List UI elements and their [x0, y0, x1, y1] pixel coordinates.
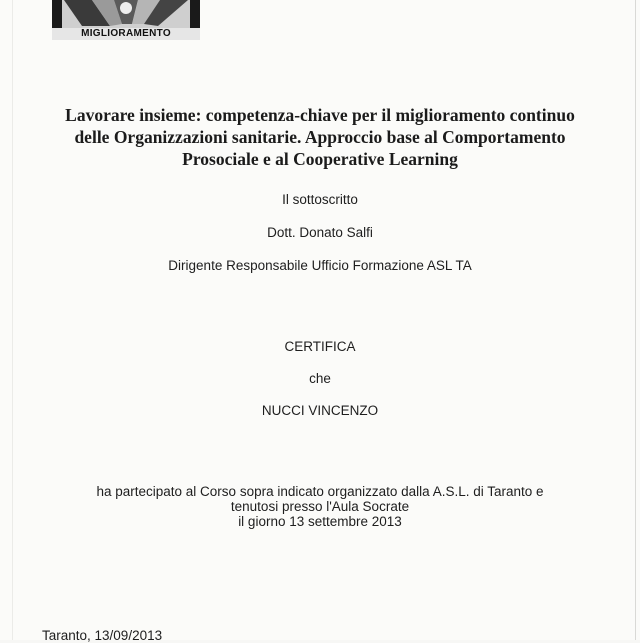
signatory-role: Dirigente Responsabile Ufficio Formazione ASL TA	[168, 258, 472, 273]
course-title-line-3: Prosociale e al Cooperative Learning	[182, 149, 458, 169]
statement-line-1: ha partecipato al Corso sopra indicato organizzato dalla A.S.L. di Taranto e	[96, 484, 544, 499]
course-title-line-2: delle Organizzazioni sanitarie. Approccio base al Comportamento	[74, 127, 566, 147]
logo-text: MIGLIORAMENTO	[81, 28, 171, 39]
place-date: Taranto, 13/09/2013	[42, 628, 163, 643]
statement-line-2: tenutosi presso l'Aula Socrate	[230, 499, 410, 514]
page-edge-left	[12, 0, 13, 640]
statement-line-3: il giorno 13 settembre 2013	[238, 514, 402, 529]
certifies-heading: CERTIFICA	[284, 339, 356, 354]
signatory-name: Dott. Donato Salfi	[267, 225, 373, 240]
logo	[52, 0, 200, 40]
page-edge-right	[635, 0, 636, 640]
course-title	[30, 104, 610, 170]
participant-name: NUCCI VINCENZO	[261, 403, 379, 418]
undersigned-label: Il sottoscritto	[282, 192, 358, 207]
course-title-line-1: Lavorare insieme: competenza-chiave per il miglioramento continuo	[65, 105, 575, 125]
that-label: che	[309, 371, 331, 386]
